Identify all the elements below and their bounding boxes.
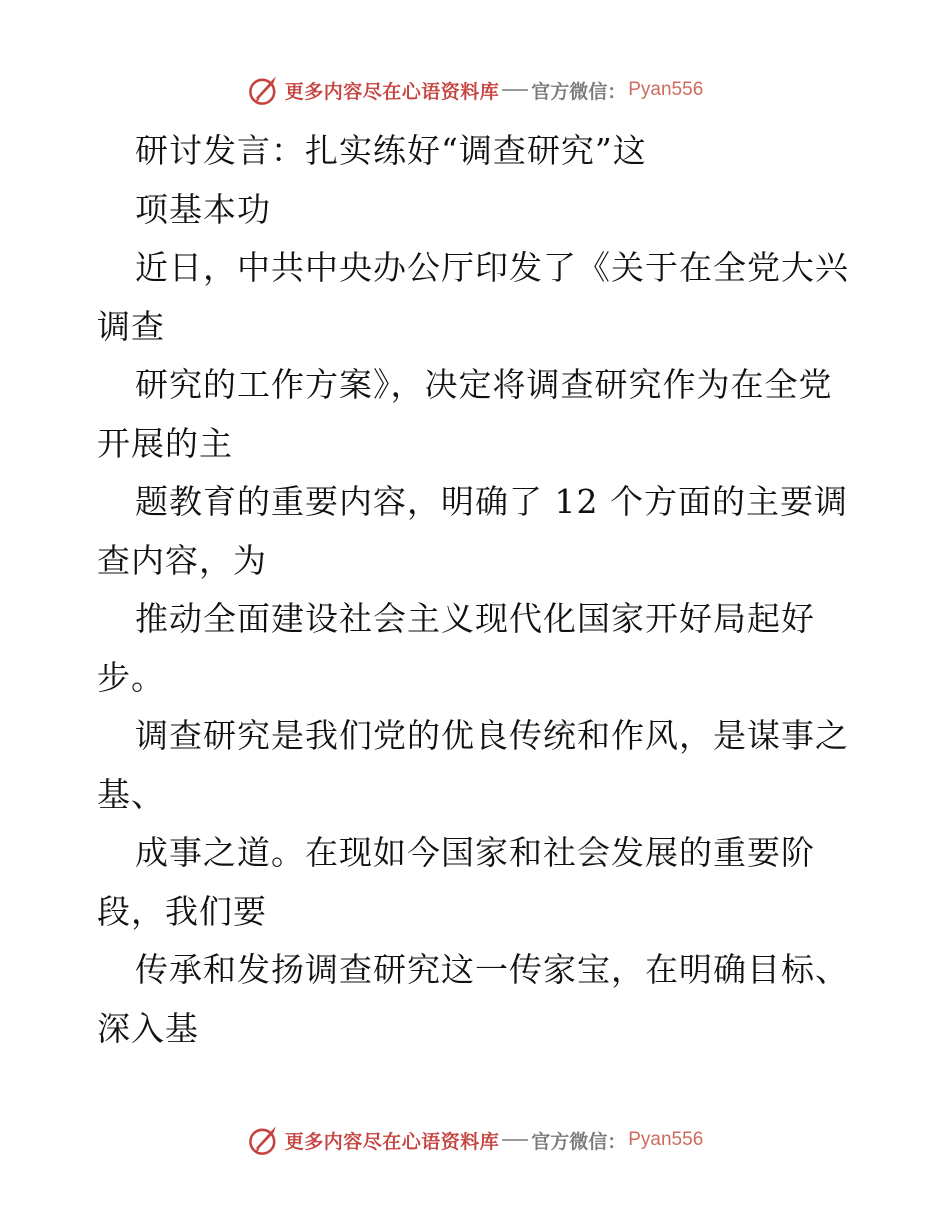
paragraph-line: 传承和发扬调查研究这一传家宝，在明确目标、 — [135, 950, 849, 989]
title-line-2: 项基本功 — [135, 189, 271, 229]
paragraph-line: 题教育的重要内容，明确了 12 个方面的主要调 — [135, 482, 848, 521]
paragraph-line: 开展的主 — [97, 423, 233, 463]
document-body — [97, 122, 867, 1058]
watermark-text: 更多内容尽在心语资料库 — [284, 1130, 500, 1153]
paragraph-line: 查内容，为 — [97, 540, 267, 580]
watermark-separator — [502, 89, 528, 91]
title-line-1: 研讨发言：扎实练好“调查研究”这 — [135, 131, 647, 170]
paragraph-line: 近日，中共中央办公厅印发了《关于在全党大兴 — [135, 248, 849, 287]
footer-watermark — [0, 1120, 950, 1160]
header-watermark — [0, 70, 950, 110]
wechat-id: Pyan556 — [628, 1129, 704, 1150]
paragraph-line: 调查研究是我们党的优良传统和作风，是谋事之 — [135, 716, 849, 755]
paragraph-line: 成事之道。在现如今国家和社会发展的重要阶 — [135, 833, 815, 872]
paragraph-line: 研究的工作方案》，决定将调查研究作为在全党 — [135, 365, 833, 404]
paragraph-line: 步。 — [97, 657, 165, 697]
watermark-separator — [502, 1139, 528, 1141]
paragraph-line: 深入基 — [97, 1008, 199, 1048]
watermark-text: 更多内容尽在心语资料库 — [284, 80, 500, 103]
quill-pen-logo-icon — [247, 1123, 281, 1157]
paragraph-line: 调查 — [97, 306, 165, 346]
quill-pen-logo-icon — [247, 73, 281, 107]
wechat-label: 官方微信： — [531, 80, 627, 103]
paragraph-line: 推动全面建设社会主义现代化国家开好局起好 — [135, 599, 815, 638]
paragraph-line: 基、 — [97, 774, 165, 814]
wechat-id: Pyan556 — [628, 79, 704, 100]
paragraph-line: 段，我们要 — [97, 891, 267, 931]
wechat-label: 官方微信： — [531, 1130, 627, 1153]
